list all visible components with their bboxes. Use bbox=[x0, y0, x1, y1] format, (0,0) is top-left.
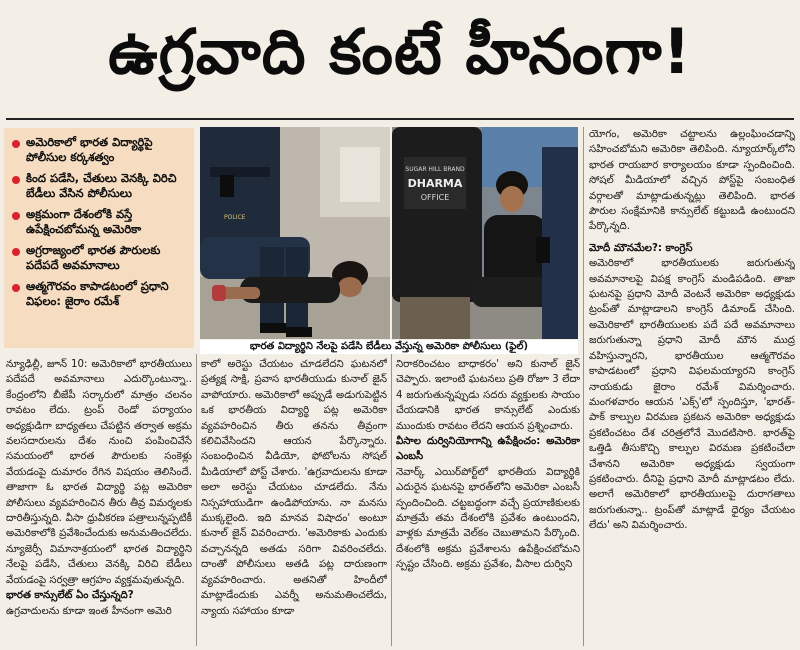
bullet-icon bbox=[12, 248, 20, 256]
photo-caption: భారత విద్యార్థిని నేలపై పడేసి బేడీలు వేస్తున్న అమెరికా పోలీసులు (ఫైల్) bbox=[200, 340, 578, 354]
sidebar-point: అమెరికాలో భారత విద్యార్థిపై పోలీసుల కర్కశత్వం bbox=[10, 135, 188, 165]
column-divider bbox=[196, 354, 197, 646]
photo-arrest-right bbox=[392, 127, 578, 339]
headline-rule bbox=[6, 118, 794, 120]
sidebar-point: ఆత్మగౌరవం కాపాడటంలో ప్రధాని విఫలం: జైరాం రమేశ్ bbox=[10, 279, 188, 309]
bullet-icon bbox=[12, 212, 20, 220]
highlights-sidebar bbox=[4, 128, 194, 348]
column-1-paragraph: న్యూఢిల్లీ, జూన్ 10: అమెరికాలో భారతీయులు పదేపదే అవమానాలు ఎదుర్కొంటున్నా.. కేంద్రంలోని బీజేపీ సర్కారులో మాత్రం చలనం రావటం లేదు. ట్రంప్ రెండో పర్యాయం అధ్యక్షుడిగా బాధ్యతలు చేపట్టిన తర్వాత అక్రమ వలసదారులను దేశం నుంచి పంపించివేసే సమయంలో భారత పౌరులకు సంకెళ్లు వేయడంపై దుమారం రేగిన విషయం తెలిసిందే. తాజాగా ఓ భారత విద్యార్థి పట్ల అమెరికా పోలీసులు వ్యవహరించిన తీరు తీవ్ర విమర్శలకు దారితీస్తున్నది. వీసా ధ్రువీకరణ పత్రాలున్నప్పటికీ అమెరికాలోకి ప్రవేశించేందుకు అనుమతించలేదు. న్యూజెర్సీ విమానాశ్రయంలో భారత విద్యార్థిని నేలపై పడేసి, చేతులు వెనక్కి విరిచి బేడీలు వేయడంపై సర్వత్రా ఆగ్రహం వ్యక్తమవుతున్నది. bbox=[6, 359, 192, 586]
column-3-paragraph: నిరాకరించటం బాధాకరం' అని కునాల్ జైన్ చెప్పారు. ఇలాంటి ఘటనలు ప్రతి రోజూ 3 లేదా 4 జరుగుతున్నప్పుడు సదరు వ్యక్తులకు సాయం చేయడానికి భారత కాన్సులేట్ ఎందుకు ముందుకు రావటం లేదని ఆయన ప్రశ్నించారు. bbox=[396, 359, 580, 432]
article-column-1 bbox=[6, 357, 192, 647]
column-1-tail: ఉగ్రవాదులను కూడా ఇంత హీనంగా అమెరి bbox=[6, 605, 172, 617]
column-divider bbox=[391, 354, 392, 646]
bullet-icon bbox=[12, 176, 20, 184]
tshirt-text-3: OFFICE bbox=[420, 193, 450, 202]
tshirt-text-1: SUGAR HILL BRAND bbox=[405, 166, 465, 173]
column-2-paragraph: కాలో అరెస్టు చేయటం చూడలేదని ఘటనలో ప్రత్యక్ష సాక్షి, ప్రవాస భారతీయుడు కునాల్ జైన్ వాపోయారు. అమెరికాలో అప్పుడే అడుగుపెట్టిన ఒక భారతీయ విద్యార్థి పట్ల అమెరికా వ్యవహరించిన తీరు తనను తీవ్రంగా కలిచివేసిందని ఆయన పేర్కొన్నారు. సంబంధించిన వీడియో, ఫోటోలను సోషల్ మీడియాలో పోస్ట్ చేశారు. 'ఉగ్రవాదులను కూడా అలా అరెస్టు చేయటం చూడలేదు. నేను నిస్సహాయుడిగా ఉండిపోయాను. నా మనసు ముక్కలైంది. ఇది మానవ విషాదం' అంటూ కునాల్ జైన్ వివరించారు. 'అమెరికాకు ఎందుకు వచ్చానన్నది అతడు సరిగా వివరించలేదు. దాంతో పోలీసులు అతడి పట్ల దారుణంగా వ్యవహరించారు. అతనితో హిందీలో మాట్లాడేందుకు ఎవర్నీ అనుమతించలేదు, న్యాయ సహాయం కూడా bbox=[201, 359, 387, 617]
column-4-tail: అమెరికాలో భారతీయులకు జరుగుతున్న అవమానాలపై విపక్ష కాంగ్రెస్ మండిపడింది. తాజా ఘటనపై ప్రధాని మోదీ వెంటనే అమెరికా అధ్యక్షుడు ట్రంప్‌తో మాట్లాడాలని కాంగ్రెస్ డిమాండ్ చేసింది. అమెరికాలో భారతీయులకు పదే పదే అవమానాలు జరుగుతున్నా ప్రధాని మోదీ మౌన ముద్ర వహిస్తున్నారని, భారతీయుల ఆత్మగౌరవం కాపాడటంలో ప్రధాని విఫలమయ్యారని కాంగ్రెస్ నాయకుడు జైరాం రమేశ్ విమర్శించారు. మంగళవారం ఆయన 'ఎక్స్'లో స్పందిస్తూ, 'భారత్-పాక్ కాల్పుల విరమణ ప్రకటన అమెరికా అధ్యక్షుడు ప్రకటించటం దేశ చరిత్రలోనే మొదటిసారి. భారత్‌పై ఒత్తిడి తీసుకొచ్చి కాల్పుల విరమణ ప్రకటించేలా చేశానని అమెరికా అధ్యక్షుడు స్వయంగా ప్రకటించారు. దీనిపై ప్రధాని మోదీ మాట్లాడటం లేదు. అలాగే అమెరికాలో భారతీయులపై దురాగతాలు జరుగుతున్నా.. ట్రంప్‌తో మాట్లాడే ధైర్యం చేయటం లేదు' అని విమర్శించారు. bbox=[589, 258, 795, 532]
column-4-subhead: మోదీ మౌనమేల?: కాంగ్రెస్ bbox=[589, 242, 693, 254]
article-column-2 bbox=[201, 357, 387, 647]
headline bbox=[0, 0, 800, 118]
column-3-subhead: వీసాల దుర్వినియోగాన్ని ఉపేక్షించం: అమెరికా ఎంబసీ bbox=[396, 436, 580, 463]
photo-right-illustration bbox=[392, 127, 578, 339]
tshirt-text-2: DHARMA bbox=[407, 177, 463, 190]
column-3-tail: నెవార్క్ ఎయిర్‌పోర్ట్‌లో భారతీయ విద్యార్థికి ఎదురైన ఘటనపై భారత్‌లోని అమెరికా ఎంబసీ స్పందించింది. చట్టబద్ధంగా వచ్చే ప్రయాణికులకు మాత్రమే తమ దేశంలోకి ప్రవేశం ఉంటుందని, వాళ్లకు మాత్రమే వెల్‌కం చెబుతామని పేర్కొంది. దేశంలోకి అక్రమ ప్రవేశాలను ఉపేక్షించబోమని స్పష్టం చేసింది. అక్రమ ప్రవేశం, వీసాల దుర్విని bbox=[396, 466, 580, 571]
article-column-3 bbox=[396, 357, 580, 647]
photo-left-illustration bbox=[200, 127, 390, 339]
bullet-icon bbox=[12, 284, 20, 292]
sidebar-point: అగ్రరాజ్యంలో భారత పౌరులకు పదేపదే అవమానాలు bbox=[10, 243, 188, 273]
column-divider bbox=[583, 127, 584, 646]
column-1-subhead: భారత కాన్సులేట్ ఏం చేస్తున్నది? bbox=[6, 590, 134, 602]
headline-text: ఉగ్రవాది కంటే హీనంగా! bbox=[108, 15, 692, 88]
photo-arrest-left bbox=[200, 127, 390, 339]
bullet-icon bbox=[12, 140, 20, 148]
officer-patch-text: POLICE bbox=[224, 214, 246, 221]
article-column-4 bbox=[589, 127, 795, 647]
sidebar-point: కింద పడేసి, చేతులు వెనక్కి విరిచి బేడీలు వేసిన పోలీసులు bbox=[10, 171, 188, 201]
sidebar-point: అక్రమంగా దేశంలోకి వస్తే ఉపేక్షించబోమన్న అమెరికా bbox=[10, 207, 188, 237]
column-4-paragraph: యోగం, అమెరికా చట్టాలను ఉల్లంఘించడాన్ని సహించబోమని అమెరికా తెలిపింది. న్యూయార్క్‌లోని భారత రాయబార కార్యాలయం కూడా స్పందించింది. సోషల్ మీడియాలో వచ్చిన పోస్ట్‌పై సంబంధిత వర్గాలతో మాట్లాడుతున్నట్లు తెలిపింది. భారత పౌరుల సంక్షేమానికి కాన్సులేట్ కట్టుబడి ఉంటుందని పేర్కొన్నది. bbox=[589, 129, 795, 233]
